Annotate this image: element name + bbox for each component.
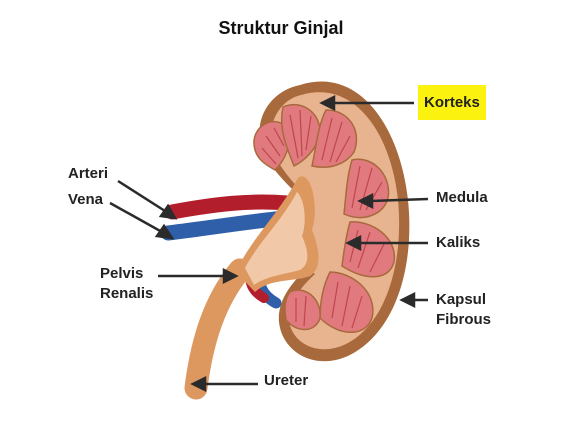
- label-medula: Medula: [436, 189, 488, 206]
- diagram-title: Struktur Ginjal: [218, 18, 344, 38]
- label-ureter: Ureter: [264, 372, 309, 389]
- vena-leader: [110, 203, 162, 232]
- label-korteks: Korteks: [418, 85, 486, 120]
- label-kapsul-line1: Kapsul: [436, 291, 487, 308]
- label-kapsul-line2: Fibrous: [436, 311, 491, 328]
- label-arteri: Arteri: [68, 165, 109, 182]
- label-vena: Vena: [68, 191, 104, 208]
- arteri-leader: [118, 181, 165, 211]
- label-kaliks: Kaliks: [436, 234, 481, 251]
- kapsul-arrowhead: [402, 294, 414, 306]
- label-pelvis-line2: Renalis: [100, 285, 154, 302]
- ureter: [196, 270, 240, 388]
- label-pelvis-line1: Pelvis: [100, 265, 144, 282]
